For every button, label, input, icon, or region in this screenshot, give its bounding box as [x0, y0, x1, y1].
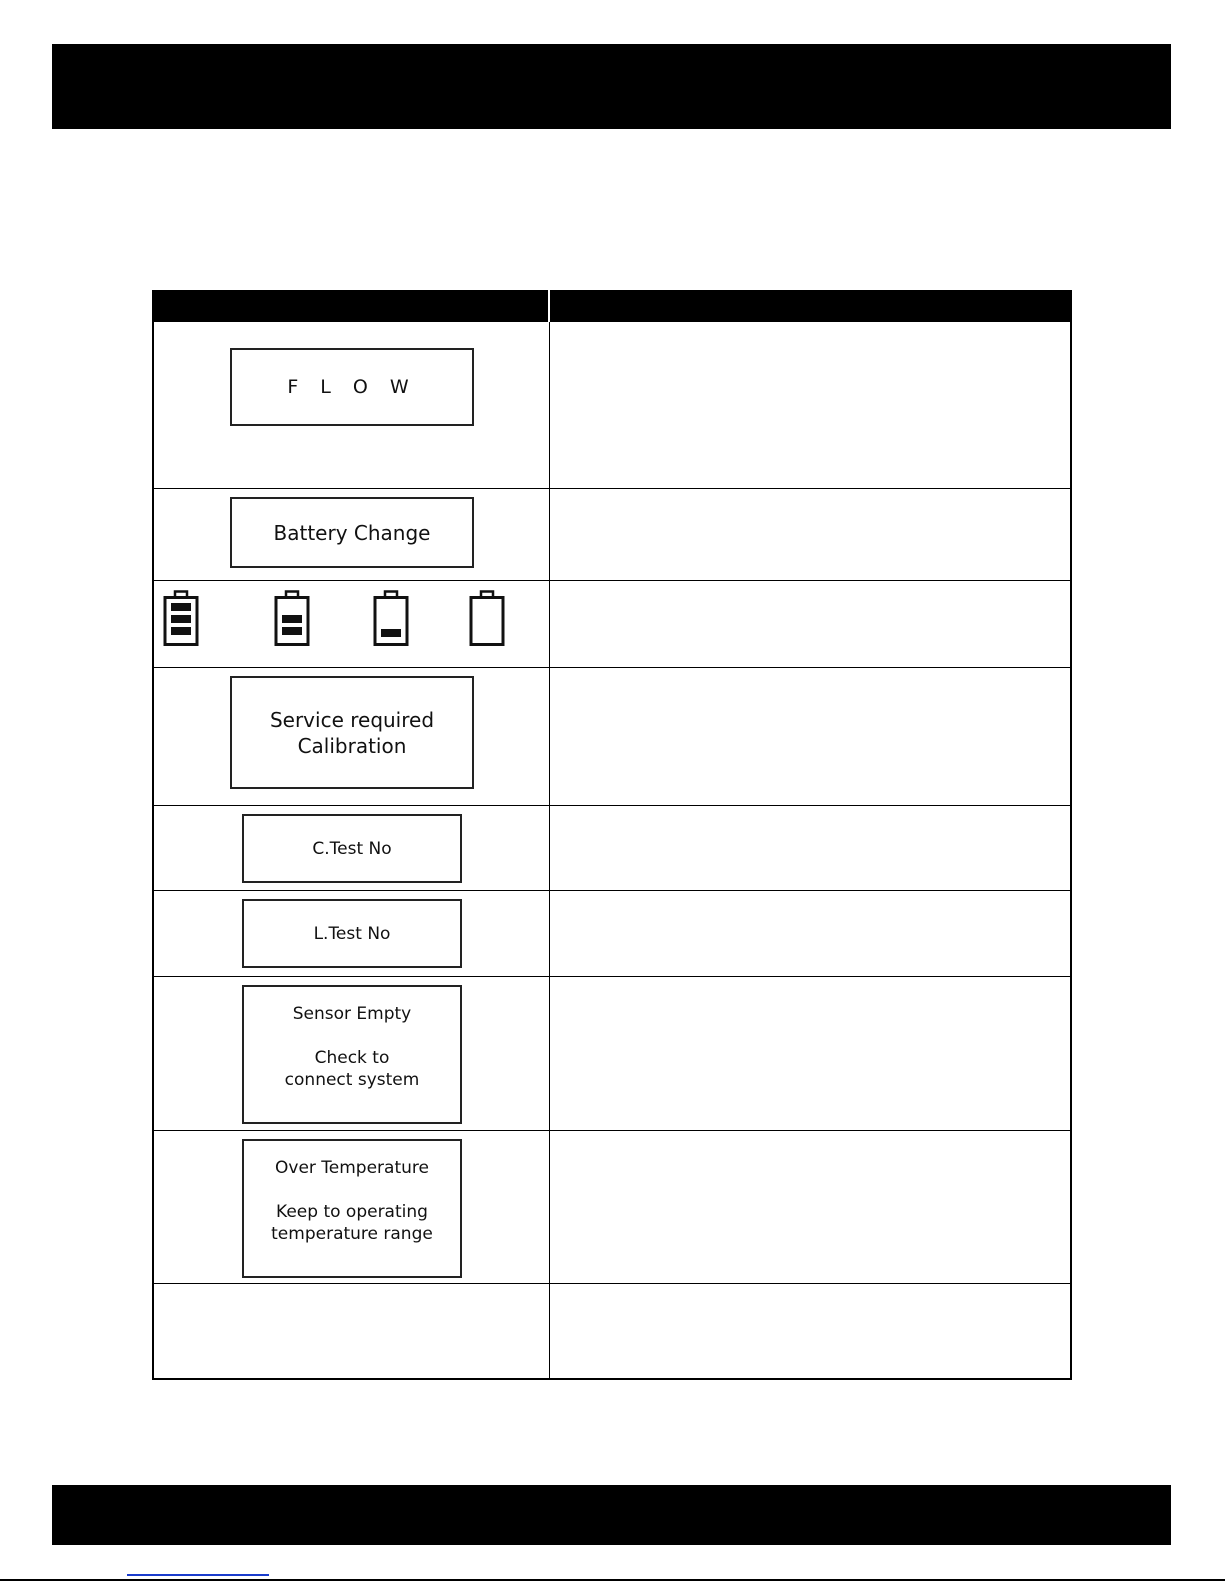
battery-one-bar-icon [373, 590, 409, 646]
battery-full-icon [163, 590, 199, 646]
display-cell [154, 977, 549, 1130]
description-cell [550, 581, 1070, 667]
table-row [154, 1284, 1070, 1378]
footer-bar [52, 1485, 1171, 1545]
lcd-l-test [242, 899, 462, 968]
lcd-text: C.Test No [312, 838, 392, 859]
lcd-text: Sensor Empty Check to connect system [284, 1004, 420, 1090]
lcd-battery-change [230, 497, 474, 568]
lcd-flow [230, 348, 474, 426]
table-row [154, 668, 1070, 806]
display-cell [154, 1284, 549, 1378]
footer-link-underline [127, 1574, 269, 1576]
description-cell [550, 977, 1070, 1130]
description-cell [550, 322, 1070, 488]
display-cell [154, 489, 549, 580]
lcd-text: F L O W [287, 376, 417, 398]
table-row [154, 581, 1070, 668]
lcd-text: L.Test No [313, 923, 391, 944]
table-row [154, 489, 1070, 581]
table-body [152, 322, 1072, 1380]
lcd-over-temperature [242, 1139, 462, 1278]
footer-rule [0, 1579, 1225, 1581]
display-cell [154, 806, 549, 890]
description-cell [550, 1284, 1070, 1378]
lcd-text: Battery Change [273, 520, 431, 545]
lcd-text: Over Temperature Keep to operating temperature range [271, 1158, 433, 1244]
table-row [154, 977, 1070, 1131]
description-cell [550, 489, 1070, 580]
description-cell [550, 806, 1070, 890]
display-messages-table [152, 290, 1072, 1382]
description-cell [550, 891, 1070, 976]
display-cell [154, 322, 549, 488]
display-cell [154, 668, 549, 805]
lcd-text: Service required Calibration [269, 707, 435, 758]
lcd-service-required [230, 676, 474, 789]
display-cell [154, 581, 549, 667]
display-cell [154, 1131, 549, 1283]
lcd-sensor-empty [242, 985, 462, 1124]
header-bar [52, 44, 1171, 129]
description-cell [550, 668, 1070, 805]
table-row [154, 1131, 1070, 1284]
display-cell [154, 891, 549, 976]
battery-empty-icon [469, 590, 505, 646]
table-row [154, 891, 1070, 977]
description-cell [550, 1131, 1070, 1283]
table-row [154, 806, 1070, 891]
table-row [154, 322, 1070, 489]
battery-two-bars-icon [274, 590, 310, 646]
table-header [152, 290, 1072, 322]
header-divider [548, 290, 550, 322]
lcd-c-test [242, 814, 462, 883]
